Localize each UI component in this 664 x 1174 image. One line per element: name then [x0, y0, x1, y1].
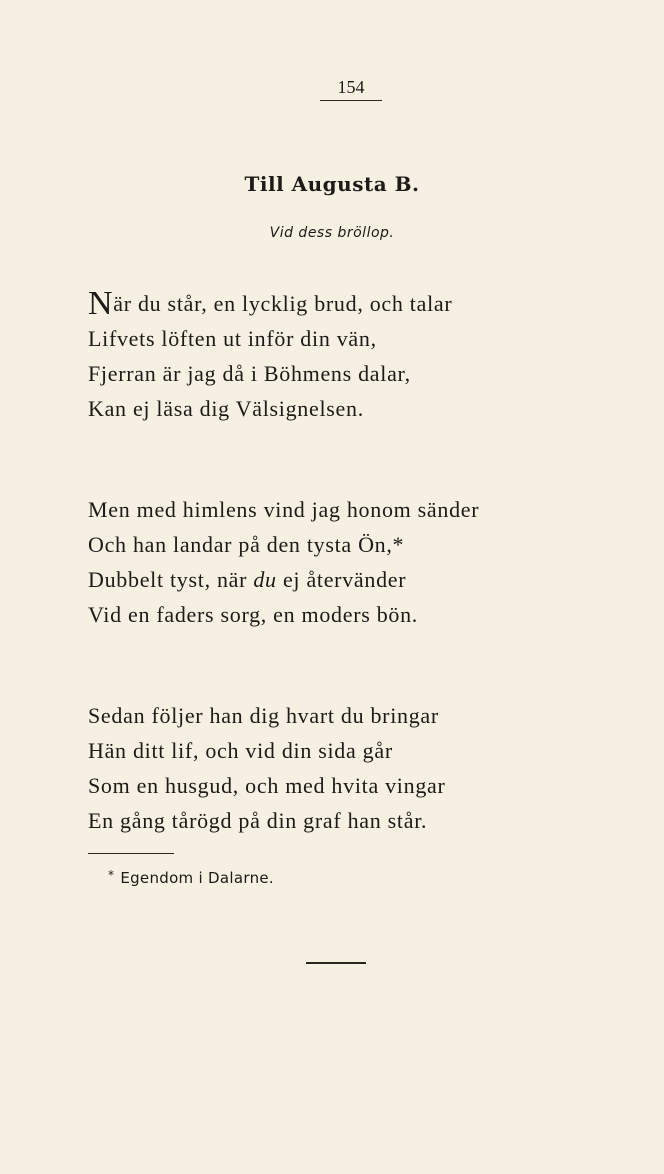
- verse-line: Vid en faders sorg, en moders bön.: [88, 602, 419, 627]
- verse-line: Fjerran är jag då i Böhmens dalar,: [88, 361, 411, 386]
- end-divider: [306, 962, 366, 964]
- poem-title: Till Augusta B.: [244, 172, 420, 196]
- verse-line: [88, 562, 479, 597]
- verse-line: Men med himlens vind jag honom sänder: [88, 497, 480, 522]
- verse-line: Kan ej läsa dig Välsignelsen.: [88, 396, 364, 421]
- footnote-divider: [88, 853, 174, 854]
- verse-line: Som en husgud, och med hvita vingar: [88, 773, 446, 798]
- verse-line: Sedan följer han dig hvart du bringar: [88, 703, 439, 728]
- verse-line: En gång tårögd på din graf han står.: [88, 808, 428, 833]
- verse-line: Lifvets löften ut inför din vän,: [88, 326, 377, 351]
- footnote: [108, 864, 274, 889]
- footnote-mark: *: [108, 868, 115, 882]
- verse-line: Och han landar på den tysta Ön,*: [88, 532, 405, 557]
- stanza-2: [88, 492, 479, 632]
- verse-line-text: Dubbelt tyst, när: [88, 567, 254, 592]
- drop-cap: N: [88, 285, 114, 322]
- stanza-3: [88, 698, 446, 838]
- emphasized-word: du: [253, 567, 277, 592]
- footnote-text: Egendom i Dalarne.: [120, 869, 274, 887]
- page-number: 154: [320, 76, 382, 101]
- stanza-1: [88, 286, 452, 426]
- verse-line-text: ej återvänder: [276, 567, 407, 592]
- poem-subtitle: Vid dess bröllop.: [269, 225, 395, 241]
- verse-line-text: är du står, en lycklig brud, och talar: [113, 291, 453, 316]
- verse-line: Hän ditt lif, och vid din sida går: [88, 738, 393, 763]
- verse-line: [88, 286, 452, 321]
